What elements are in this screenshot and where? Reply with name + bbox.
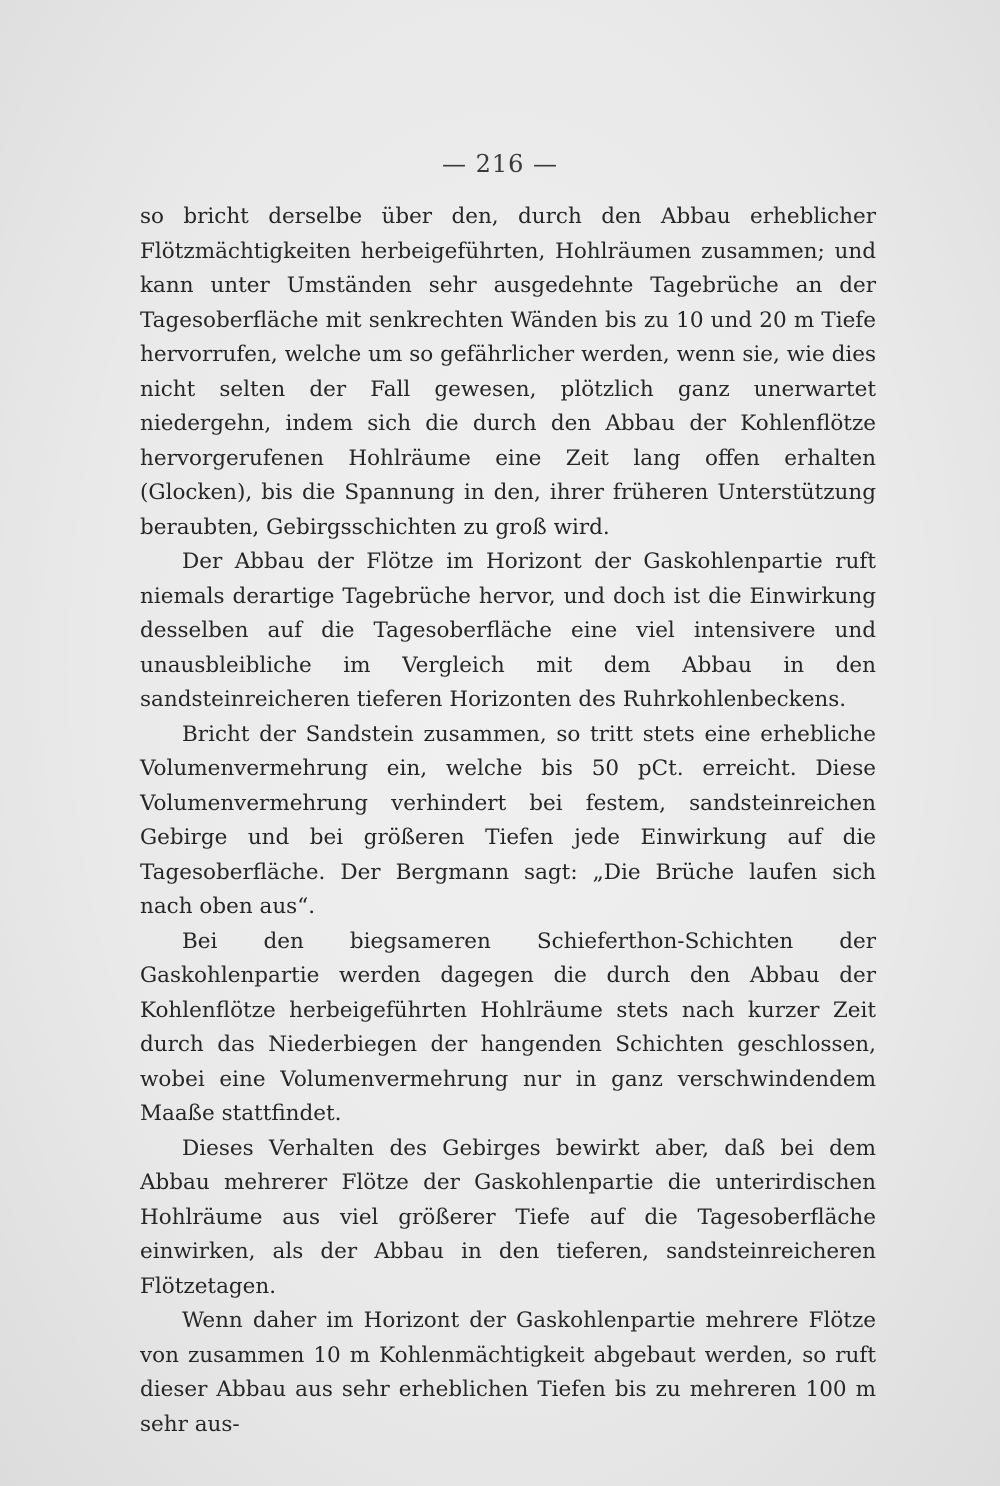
body-text — [140, 200, 876, 1442]
paragraph-4: Bei den biegsameren Schieferthon-Schichten der Gaskohlenpartie werden dagegen die durch den Abbau der Kohlenflötze herbeigeführten Hohlräume stets nach kurzer Zeit durch das Niederbiegen der hangenden Schichten geschlossen, wobei eine Volumenvermehrung nur in ganz verschwindendem Maaße stattfindet. — [140, 928, 876, 1126]
paragraph-6: Wenn daher im Horizont der Gaskohlenpartie mehrere Flötze von zusammen 10 m Kohlenmächtigkeit abgebaut werden, so ruft dieser Abbau aus sehr erheblichen Tiefen bis zu mehreren 100 m sehr aus- — [140, 1308, 876, 1437]
paragraph-3: Bricht der Sandstein zusammen, so tritt stets eine erhebliche Volumenvermehrung ein, welche bis 50 pCt. erreicht. Diese Volumenvermehrung verhindert bei festem, sandsteinreichen Gebirge und bei größeren Tiefen jede Einwirkung auf die Tagesoberfläche. Der Bergmann sagt: „Die Brüche laufen sich nach oben aus“. — [140, 721, 876, 919]
paragraph-1: so bricht derselbe über den, durch den Abbau erheblicher Flötzmächtigkeiten herbeigeführten, Hohlräumen zusammen; und kann unter Umständen sehr ausgedehnte Tagebrüche an der Tagesoberfläche mit senkrechten Wänden bis zu 10 und 20 m Tiefe hervorrufen, welche um so gefährlicher werden, wenn sie, wie dies nicht selten der Fall gewesen, plötzlich ganz unerwartet niedergehn, indem sich die durch den Abbau der Kohlenflötze hervorgerufenen Hohlräume eine Zeit lang offen erhalten (Glocken), bis die Spannung in den, ihrer früheren Unterstützung beraubten, Gebirgsschichten zu groß wird. — [140, 204, 876, 540]
paragraph-2: Der Abbau der Flötze im Horizont der Gaskohlenpartie ruft niemals derartige Tagebrüche hervor, und doch ist die Einwirkung desselben auf die Tagesoberfläche eine viel intensivere und unausbleibliche im Vergleich mit dem Abbau in den sandsteinreicheren tieferen Horizonten des Ruhrkohlenbeckens. — [140, 549, 876, 712]
page-number: — 216 — — [441, 150, 559, 178]
paragraph-5: Dieses Verhalten des Gebirges bewirkt aber, daß bei dem Abbau mehrerer Flötze der Gaskohlenpartie die unterirdischen Hohlräume aus viel größerer Tiefe auf die Tagesoberfläche einwirken, als der Abbau in den tieferen, sandsteinreicheren Flötzetagen. — [140, 1135, 876, 1299]
